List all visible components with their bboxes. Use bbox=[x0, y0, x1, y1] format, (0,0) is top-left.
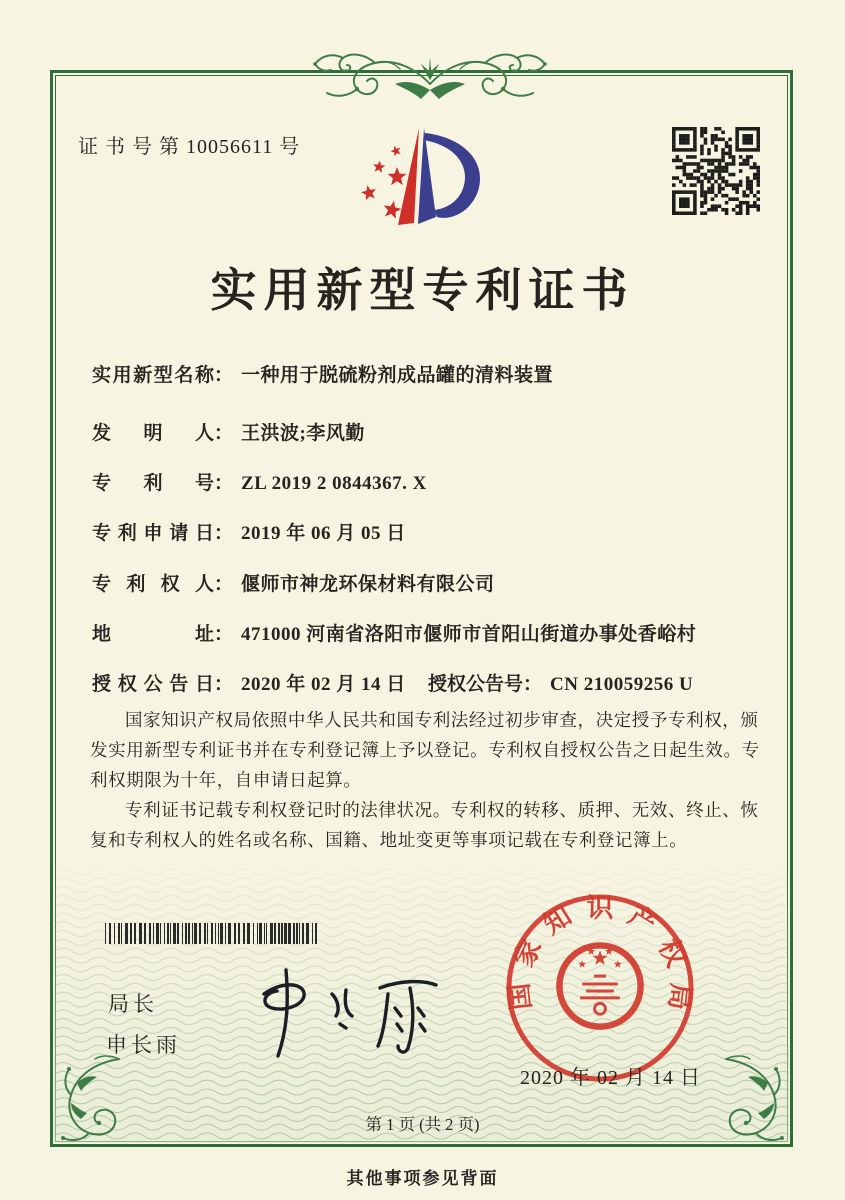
field-row-filing-date bbox=[92, 518, 789, 546]
legal-paragraph-1: 国家知识产权局依照中华人民共和国专利法经过初步审查，决定授予专利权，颁发实用新型专利证书并在专利登记簿上予以登记。专利权自授权公告之日起生效。专利权期限为十年，自申请日起算。 bbox=[90, 710, 760, 790]
field-value: ZL 2019 2 0844367. X bbox=[241, 473, 427, 494]
field-colon: ： bbox=[214, 423, 234, 444]
commissioner-title: 局长 bbox=[108, 992, 158, 1016]
commissioner-name: 申长雨 bbox=[106, 1033, 181, 1057]
field-colon: ： bbox=[214, 523, 234, 544]
back-side-note: 其他事项参见背面 bbox=[346, 1169, 499, 1188]
barcode-icon bbox=[105, 923, 320, 945]
field-label: 专利申请日 bbox=[92, 523, 214, 544]
qr-code-icon bbox=[672, 127, 760, 215]
field-value: 2019 年 06 月 05 日 bbox=[241, 523, 406, 544]
field-label: 授权公告日 bbox=[92, 674, 214, 695]
field-colon: ： bbox=[214, 624, 234, 645]
field-grant-number bbox=[428, 669, 693, 696]
field-label: 地址 bbox=[92, 624, 214, 645]
field-colon: ： bbox=[523, 674, 543, 695]
field-label: 发明人 bbox=[92, 423, 214, 444]
field-colon: ： bbox=[214, 473, 234, 494]
field-row-patent-no bbox=[92, 468, 789, 496]
field-row-patentee bbox=[92, 569, 789, 597]
field-label: 实用新型名称 bbox=[92, 365, 214, 386]
handwritten-signature-icon bbox=[228, 960, 453, 1060]
certificate-title: 实用新型专利证书 bbox=[210, 265, 635, 316]
field-row-name bbox=[92, 360, 789, 388]
field-value: 王洪波;李风勤 bbox=[241, 423, 365, 444]
field-colon: ： bbox=[214, 365, 234, 386]
top-flourish-icon bbox=[305, 44, 555, 108]
national-emblem-icon bbox=[559, 945, 640, 1026]
field-label: 专利号 bbox=[92, 473, 214, 494]
legal-paragraph-2: 专利证书记载专利权登记时的法律状况。专利权的转移、质押、无效、终止、恢复和专利权人的姓名或名称、国籍、地址变更等事项记载在专利登记簿上。 bbox=[90, 800, 759, 850]
legal-text bbox=[90, 705, 760, 855]
field-row-address bbox=[92, 619, 789, 647]
certificate-number: 证 书 号 第 10056611 号 bbox=[78, 136, 301, 158]
field-value: 一种用于脱硫粉剂成品罐的清料装置 bbox=[241, 365, 554, 386]
field-label: 专利权人 bbox=[92, 574, 214, 595]
field-colon: ： bbox=[214, 574, 234, 595]
field-row-grant-date bbox=[92, 669, 789, 697]
logo-stars bbox=[361, 146, 407, 219]
cnipa-red-seal-icon bbox=[503, 891, 697, 1085]
field-label: 授权公告号 bbox=[428, 674, 524, 695]
field-value: 偃师市神龙环保材料有限公司 bbox=[241, 574, 495, 595]
logo-blue-wedge bbox=[418, 128, 436, 224]
seal-date: 2020 年 02 月 14 日 bbox=[520, 1067, 701, 1089]
cnipa-logo-icon bbox=[350, 124, 492, 238]
field-value: 471000 河南省洛阳市偃师市首阳山街道办事处香峪村 bbox=[241, 624, 697, 645]
seal-text: 国家知识产权局 bbox=[503, 892, 697, 1012]
field-value: CN 210059256 U bbox=[550, 674, 694, 695]
field-value: 2020 年 02 月 14 日 bbox=[241, 674, 406, 695]
field-row-inventor bbox=[92, 418, 789, 446]
field-colon: ： bbox=[214, 674, 234, 695]
seal-ring bbox=[509, 897, 691, 1079]
page-number: 第 1 页 (共 2 页) bbox=[365, 1115, 480, 1134]
